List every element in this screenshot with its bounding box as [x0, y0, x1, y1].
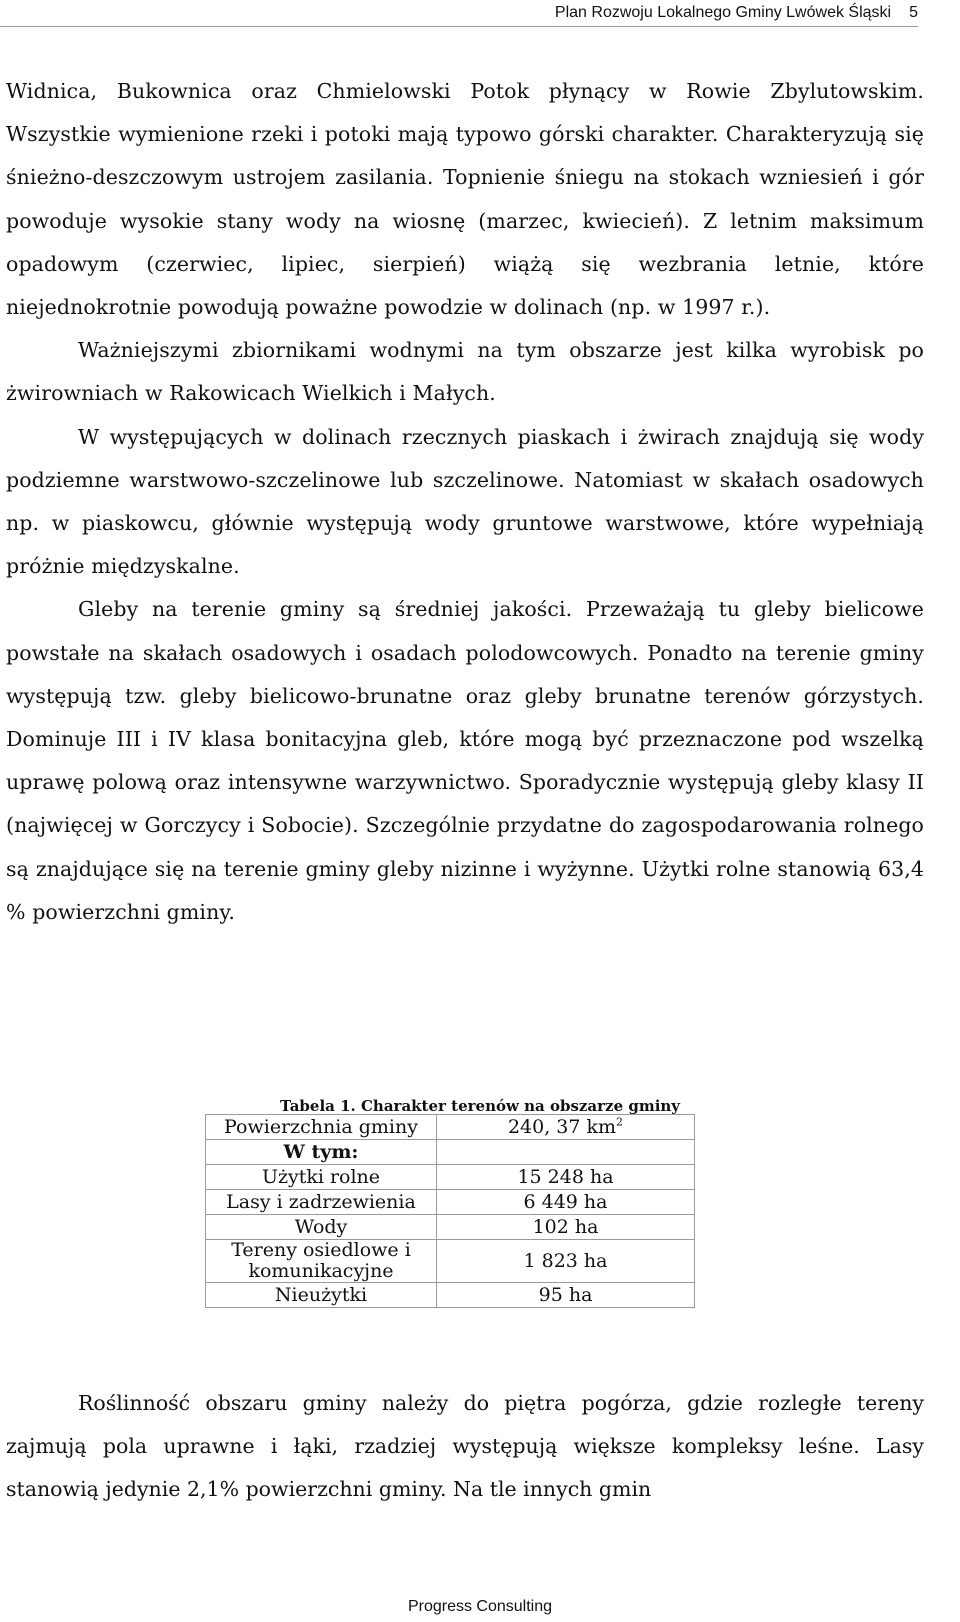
- body-text-continued: [6, 1382, 924, 1512]
- table-caption: Tabela 1. Charakter terenów na obszarze gminy: [279, 1097, 681, 1115]
- table-cell: [437, 1140, 695, 1165]
- paragraph: Roślinność obszaru gminy należy do piętra pogórza, gdzie rozległe tereny zajmują pola uprawne i łąki, rzadziej występują większe kompleksy leśne. Lasy stanowią jedynie 2,1% powierzchni gminy. Na tle innych gmin: [6, 1391, 924, 1502]
- table-cell: Powierzchnia gminy: [206, 1115, 437, 1140]
- table-cell: Wody: [206, 1215, 437, 1240]
- table-cell: 102 ha: [437, 1215, 695, 1240]
- table-cell: 95 ha: [437, 1283, 695, 1308]
- document-title: Plan Rozwoju Lokalnego Gminy Lwówek Śląski: [554, 4, 892, 21]
- land-use-table: [205, 1114, 695, 1308]
- table-row: [206, 1215, 695, 1240]
- paragraph: Gleby na terenie gminy są średniej jakości. Przeważają tu gleby bielicowe powstałe na skałach osadowych i osadach polodowcowych. Ponadto na terenie gminy występują tzw. gleby bielicowo-brunatne oraz gleby brunatne terenów górzystych. Dominuje III i IV klasa bonitacyjna gleb, które mogą być przeznaczone pod wszelką uprawę polową oraz intensywne warzywnictwo. Sporadycznie występują gleby klasy II (najwięcej w Gorczycy i Sobocie). Szczególnie przydatne do zagospodarowania rolnego są znajdujące się na terenie gminy gleby nizinne i wyżynne. Użytki rolne stanowią 63,4 % powierzchni gminy.: [6, 597, 924, 924]
- table-cell: Tereny osiedlowe i komunikacyjne: [206, 1240, 437, 1283]
- table-row: [206, 1190, 695, 1215]
- table-cell: [437, 1115, 695, 1140]
- table-row: [206, 1240, 695, 1283]
- table-cell: Nieużytki: [206, 1283, 437, 1308]
- table-row: [206, 1115, 695, 1140]
- table-cell: 1 823 ha: [437, 1240, 695, 1283]
- table-row: [206, 1140, 695, 1165]
- body-text: [6, 70, 924, 934]
- paragraph: W występujących w dolinach rzecznych piaskach i żwirach znajdują się wody podziemne warstwowo-szczelinowe lub szczelinowe. Natomiast w skałach osadowych np. w piaskowcu, głównie występują wody gruntowe warstwowe, które wypełniają próżnie międzyskalne.: [6, 424, 924, 579]
- area-value: 240, 37 km: [507, 1115, 617, 1138]
- table-subheader: W tym:: [206, 1140, 437, 1165]
- table-cell: Użytki rolne: [206, 1165, 437, 1190]
- paragraph: Widnica, Bukownica oraz Chmielowski Potok płynący w Rowie Zbylutowskim. Wszystkie wymienione rzeki i potoki mają typowo górski charakter. Charakteryzują się śnieżno-deszczowym ustrojem zasilania. Topnienie śniegu na stokach wzniesień i gór powoduje wysokie stany wody na wiosnę (marzec, kwiecień). Z letnim maksimum opadowym (czerwiec, lipiec, sierpień) wiążą się wezbrania letnie, które niejednokrotnie powodują poważne powodzie w dolinach (np. w 1997 r.).: [6, 79, 924, 320]
- table-row: [206, 1165, 695, 1190]
- page-number: 5: [909, 4, 918, 21]
- paragraph: Ważniejszymi zbiornikami wodnymi na tym obszarze jest kilka wyrobisk po żwirowniach w Rakowicach Wielkich i Małych.: [6, 338, 924, 406]
- table-row: [206, 1283, 695, 1308]
- unit-superscript: 2: [616, 1115, 624, 1129]
- page-footer: Progress Consulting: [407, 1598, 553, 1615]
- table-cell: 15 248 ha: [437, 1165, 695, 1190]
- table-cell: 6 449 ha: [437, 1190, 695, 1215]
- table-cell: Lasy i zadrzewienia: [206, 1190, 437, 1215]
- page-header: [0, 0, 918, 27]
